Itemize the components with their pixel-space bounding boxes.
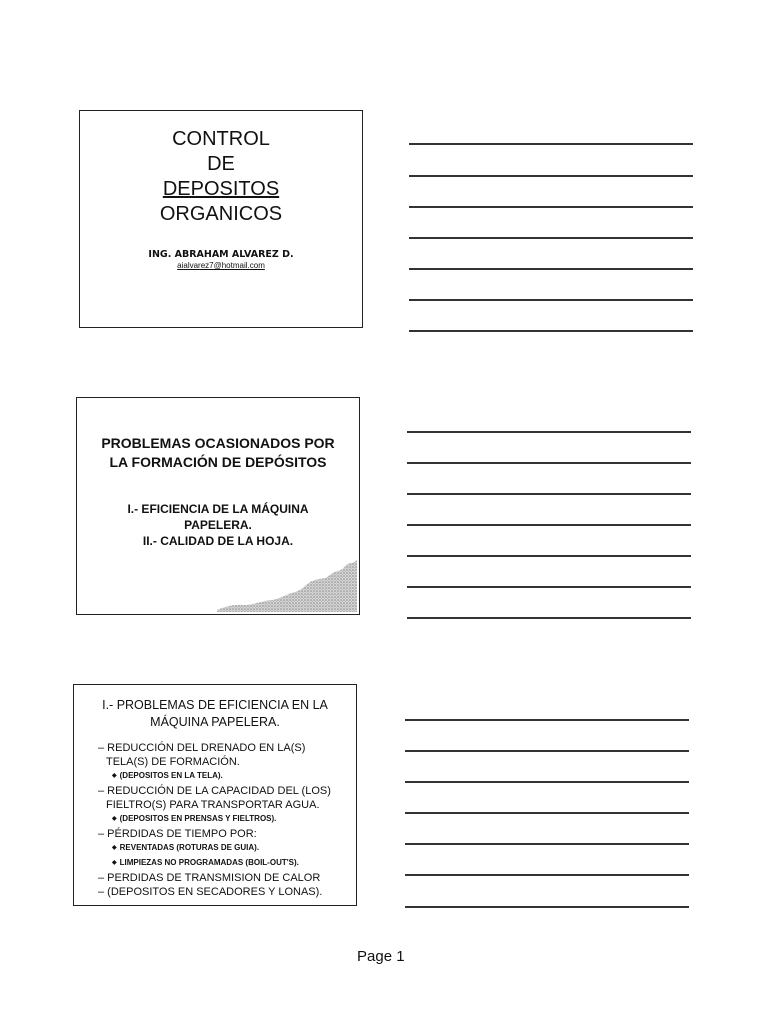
slide-1-title-line: ORGANICOS bbox=[159, 203, 283, 225]
note-line bbox=[409, 330, 693, 332]
sub-list-item: ◆ (DEPOSITOS EN PRENSAS Y FIELTROS). bbox=[98, 812, 350, 827]
slide-3-title bbox=[74, 697, 356, 731]
slide-1-title bbox=[80, 127, 362, 227]
list-item bbox=[98, 741, 350, 769]
slide-2-items bbox=[77, 501, 359, 549]
list-item-text: – REDUCCIÓN DEL DRENADO EN LA(S) bbox=[98, 742, 306, 754]
note-line bbox=[405, 843, 689, 845]
list-item-text: – PERDIDAS DE TRANSMISION DE CALOR bbox=[98, 872, 321, 884]
note-line bbox=[407, 524, 691, 526]
note-line bbox=[407, 617, 691, 619]
note-line bbox=[407, 431, 691, 433]
list-item-text: TELA(S) DE FORMACIÓN. bbox=[106, 756, 240, 768]
note-line bbox=[409, 237, 693, 239]
note-line bbox=[405, 812, 689, 814]
note-line bbox=[409, 206, 693, 208]
note-line bbox=[409, 268, 693, 270]
wave-decoration-image bbox=[217, 560, 357, 612]
note-line bbox=[409, 175, 693, 177]
slide-2 bbox=[76, 397, 360, 615]
slide-3-title-line: MÁQUINA PAPELERA. bbox=[150, 715, 280, 729]
slide-3-title-line: I.- PROBLEMAS DE EFICIENCIA EN LA bbox=[102, 698, 328, 712]
slide-2-title-line: LA FORMACIÓN DE DEPÓSITOS bbox=[109, 454, 327, 470]
slide-3 bbox=[73, 684, 357, 906]
note-line bbox=[405, 781, 689, 783]
list-item bbox=[98, 871, 350, 885]
note-line bbox=[407, 586, 691, 588]
slide-2-title-line: PROBLEMAS OCASIONADOS POR bbox=[101, 435, 335, 451]
slide-1-title-line: DE bbox=[207, 153, 235, 175]
list-item-text: FIELTRO(S) PARA TRANSPORTAR AGUA. bbox=[106, 799, 320, 811]
list-item-text: – REDUCCIÓN DE LA CAPACIDAD DEL (LOS) bbox=[98, 785, 331, 797]
note-line bbox=[405, 719, 689, 721]
slide-2-item: PAPELERA. bbox=[184, 518, 252, 532]
note-line bbox=[407, 462, 691, 464]
note-line bbox=[407, 555, 691, 557]
note-line bbox=[409, 299, 693, 301]
note-line bbox=[405, 906, 689, 908]
slide-2-title bbox=[77, 434, 359, 472]
slide-1-title-line: CONTROL bbox=[172, 128, 270, 150]
slide-1-email-link[interactable]: aialvarez7@hotmail.com bbox=[177, 261, 265, 270]
note-line bbox=[409, 143, 693, 145]
slide-2-item: I.- EFICIENCIA DE LA MÁQUINA bbox=[127, 502, 309, 516]
list-item bbox=[98, 784, 350, 812]
slide-1-author: ING. ABRAHAM ALVAREZ D. bbox=[148, 249, 294, 260]
list-item bbox=[98, 827, 350, 841]
page-number: Page 1 bbox=[357, 948, 405, 965]
sub-list-item: ◆ (DEPOSITOS EN LA TELA). bbox=[98, 769, 350, 784]
list-item-text: – PÉRDIDAS DE TIEMPO POR: bbox=[98, 828, 257, 840]
slide-3-bullet-list bbox=[98, 741, 350, 899]
note-line bbox=[405, 750, 689, 752]
slide-1 bbox=[79, 110, 363, 328]
list-item bbox=[98, 885, 350, 899]
slide-1-title-line: DEPOSITOS bbox=[162, 178, 280, 200]
slide-2-item: II.- CALIDAD DE LA HOJA. bbox=[142, 534, 294, 548]
sub-list-item: ◆ REVENTADAS (ROTURAS DE GUIA). bbox=[98, 841, 350, 856]
note-line bbox=[407, 493, 691, 495]
sub-list-item: ◆ LIMPIEZAS NO PROGRAMADAS (BOIL-OUT'S). bbox=[98, 856, 350, 871]
note-line bbox=[405, 874, 689, 876]
list-item-text: – (DEPOSITOS EN SECADORES Y LONAS). bbox=[98, 886, 323, 898]
